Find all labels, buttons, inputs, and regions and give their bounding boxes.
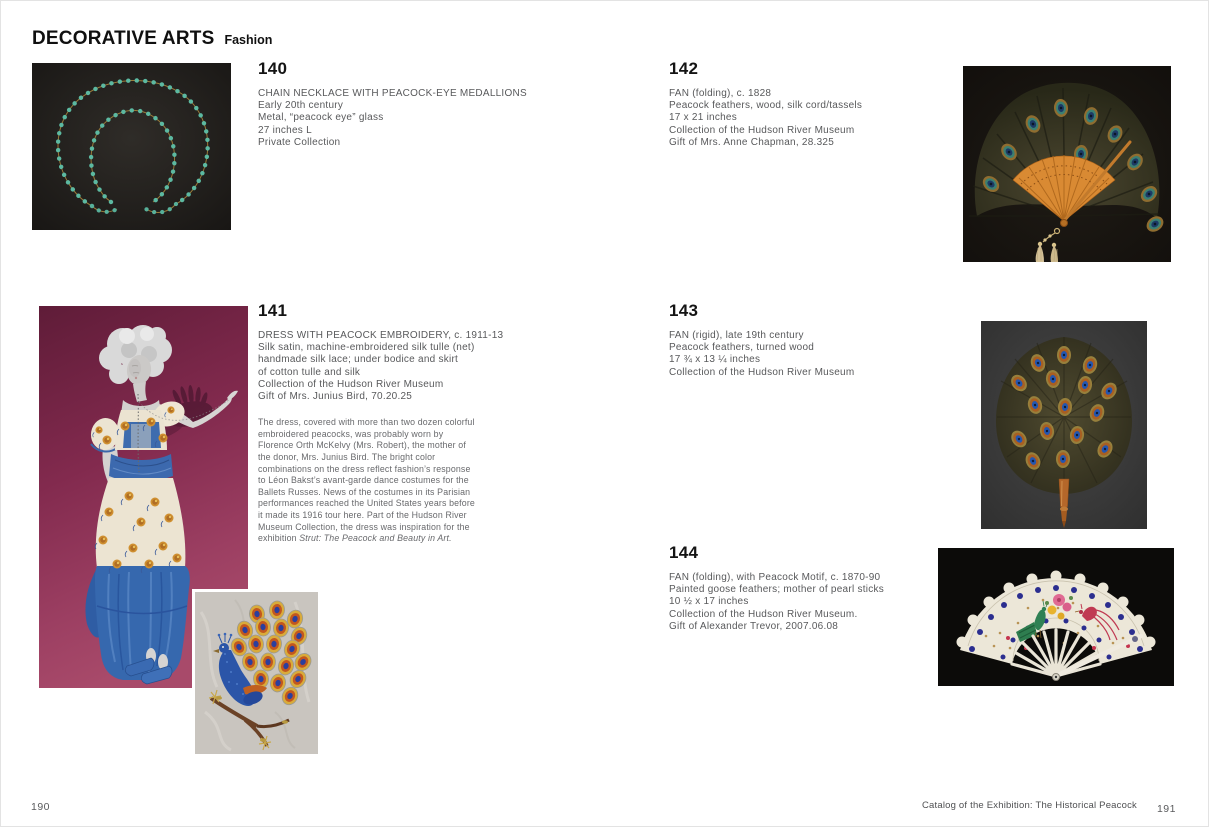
- entry-141: [258, 301, 503, 545]
- fan-143-illustration: [981, 321, 1147, 529]
- entry-144: [669, 543, 884, 633]
- entry-143: [669, 301, 854, 379]
- entry-142-caption: FAN (folding), c. 1828 Peacock feathers, wood, silk cord/tassels 17 x 21 inches Collection of the Hudson River Museum Gift of Mrs. Anne Chapman, 28.325: [669, 88, 863, 148]
- entry-143-number: 143: [669, 301, 699, 320]
- necklace-illustration: [32, 63, 231, 230]
- entry-141-note: [258, 417, 480, 545]
- entry-142: [669, 59, 862, 149]
- fan-144-photo: [938, 548, 1174, 686]
- fan-144-illustration: [938, 548, 1174, 686]
- fan-142-photo: [963, 66, 1171, 262]
- entry-140-caption: CHAIN NECKLACE WITH PEACOCK-EYE MEDALLIONS Early 20th century Metal, “peacock eye” glass 27 inches L Private Collection: [258, 88, 527, 148]
- fan-143-photo: [981, 321, 1147, 529]
- entry-140: [258, 59, 527, 149]
- page-number-right: 191: [1156, 803, 1176, 815]
- running-footer-credit: Catalog of the Exhibition: The Historical Peacock: [921, 800, 1137, 811]
- feather-cluster: [996, 337, 1132, 494]
- section-title: DECORATIVE ARTS: [32, 28, 215, 49]
- necklace-photo: [32, 63, 231, 230]
- entry-141-note-text: The dress, covered with more than two dozen colorful embroidered peacocks, was probably worn by Florence Orth McKelvy (Mrs. Robert), the mother of the donor, Mrs. Junius Bird. The bright color combinations on the dress reflect fashion’s response to Léon Bakst’s avant-garde dance costumes for the Ballets Russes. News of the costumes in its Parisian performances reached the United States years before it made its 1916 tour here. Part of the Hudson River Museum Collection, the dress was inspiration for the exhibition: [258, 417, 475, 544]
- entry-141-number: 141: [258, 301, 288, 320]
- entry-141-note-exhibition-title: Strut: The Peacock and Beauty in Art.: [299, 533, 452, 544]
- embroidery-detail-illustration: [195, 592, 318, 754]
- embroidery-detail-photo: [195, 592, 318, 754]
- entry-142-number: 142: [669, 59, 699, 78]
- entry-141-caption: DRESS WITH PEACOCK EMBROIDERY, c. 1911-13 Silk satin, machine-embroidered silk tulle (net) handmade silk lace; under bodice and skirt of cotton tulle and silk Collection of the Hudson River Museum Gift of Mrs. Junius Bird, 70.20.25: [258, 330, 504, 403]
- section-subtitle: Fashion: [224, 33, 273, 47]
- fan-142-illustration: [963, 66, 1171, 262]
- entry-140-number: 140: [258, 59, 288, 78]
- entry-143-caption: FAN (rigid), late 19th century Peacock feathers, turned wood 17 ¾ x 13 ¼ inches Collection of the Hudson River Museum: [669, 330, 855, 378]
- entry-144-number: 144: [669, 543, 699, 562]
- section-header: [32, 28, 272, 50]
- page-number-left: 190: [31, 801, 51, 813]
- entry-144-caption: FAN (folding), with Peacock Motif, c. 1870-90 Painted goose feathers; mother of pearl sticks 10 ½ x 17 inches Collection of the Hudson River Museum. Gift of Alexander Trevor, 2007.06.08: [669, 572, 884, 632]
